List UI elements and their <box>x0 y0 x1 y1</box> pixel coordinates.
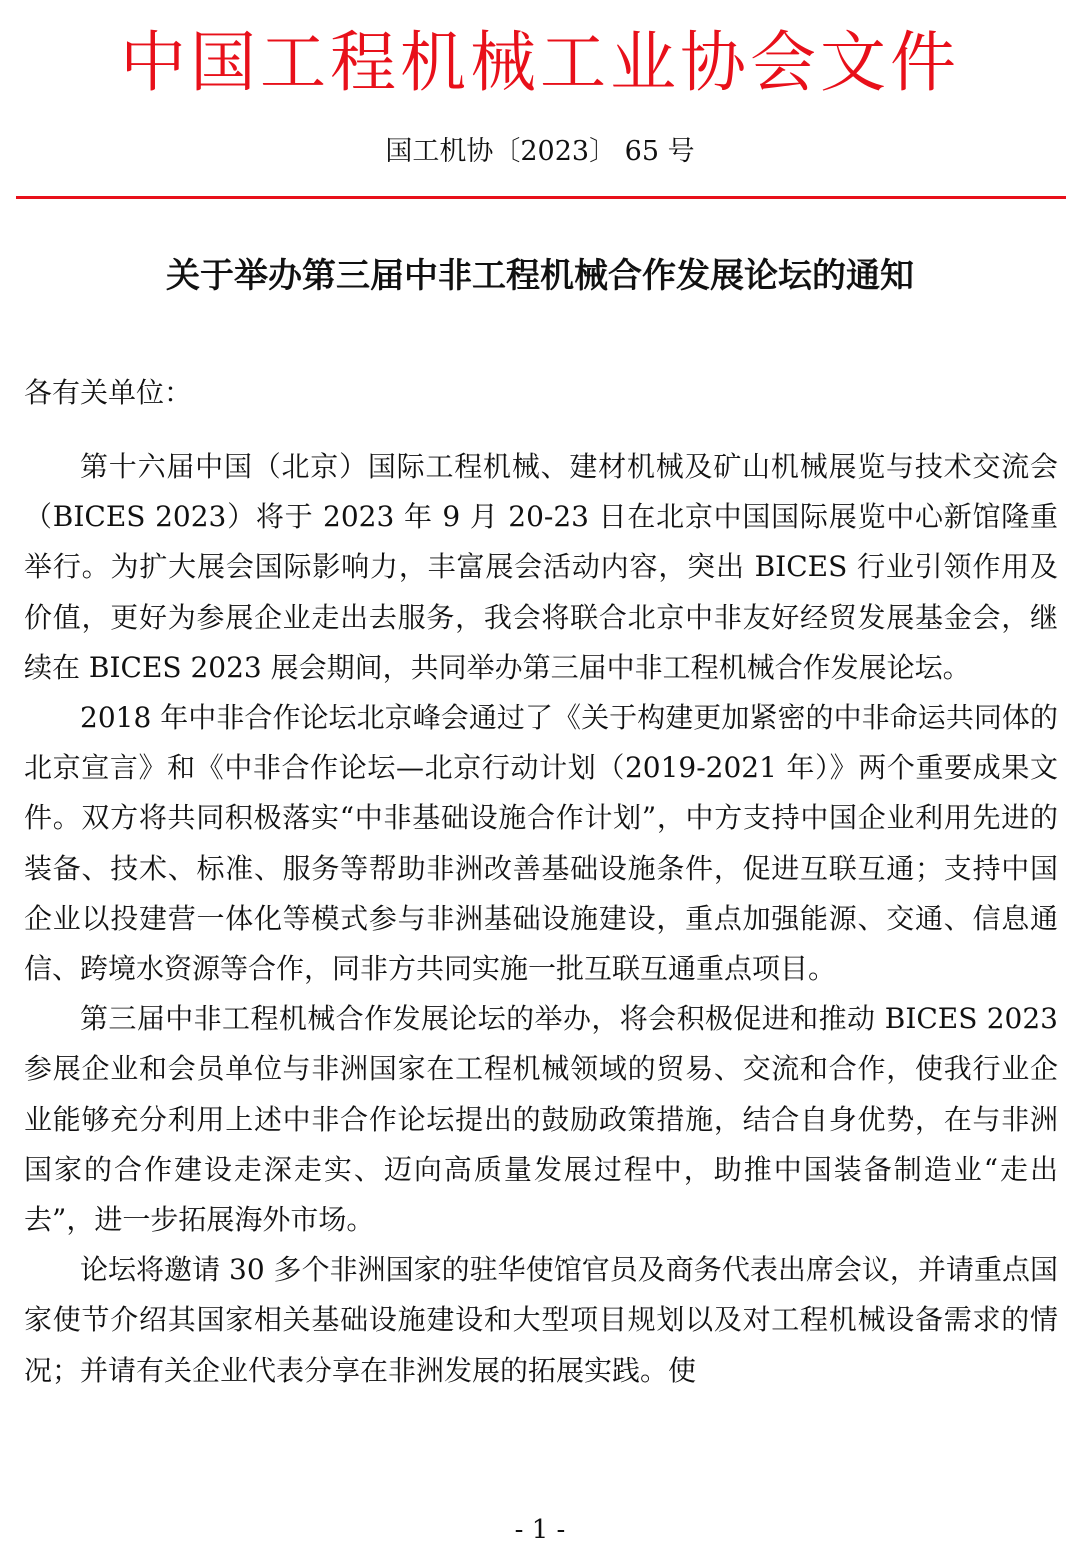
body-paragraph: 2018 年中非合作论坛北京峰会通过了《关于构建更加紧密的中非命运共同体的北京宣言》和《中非合作论坛—北京行动计划（2019-2021 年）》两个重要成果文件。双方将共同积极落实“中非基础设施合作计划”，中方支持中国企业利用先进的装备、技术、标准、服务等帮助非洲改善基础设施条件，促进互联互通；支持中国企业以投建营一体化等模式参与非洲基础设施建设，重点加强能源、交通、信息通信、跨境水资源等合作，同非方共同实施一批互联互通重点项目。 <box>24 701 1058 986</box>
notice-subject: 关于举办第三届中非工程机械合作发展论坛的通知 <box>166 256 914 296</box>
document-number: 国工机协〔2023〕 65 号 <box>385 136 695 167</box>
page-number: - 1 - <box>514 1515 566 1545</box>
body-paragraph: 第十六届中国（北京）国际工程机械、建材机械及矿山机械展览与技术交流会（BICES 2023）将于 2023 年 9 月 20-23 日在北京中国国际展览中心新馆隆重举行。为扩大展会国际影响力，丰富展会活动内容，突出 BICES 行业引领作用及价值，更好为参展企业走出去服务，我会将联合北京中非友好经贸发展基金会，继续在 BICES 2023 展会期间，共同举办第三届中非工程机械合作发展论坛。 <box>24 450 1058 684</box>
body-paragraph: 论坛将邀请 30 多个非洲国家的驻华使馆官员及商务代表出席会议，并请重点国家使节介绍其国家相关基础设施建设和大型项目规划以及对工程机械设备需求的情况；并请有关企业代表分享在非洲发展的拓展实践。使 <box>24 1253 1058 1387</box>
notice-body <box>24 442 1058 1396</box>
salutation: 各有关单位： <box>24 376 193 409</box>
red-divider-line <box>16 196 1066 199</box>
body-paragraph: 第三届中非工程机械合作发展论坛的举办，将会积极促进和推动 BICES 2023 参展企业和会员单位与非洲国家在工程机械领域的贸易、交流和合作，使我行业企业能够充分利用上述中非合作论坛提出的鼓励政策措施，结合自身优势，在与非洲国家的合作建设走深走实、迈向高质量发展过程中，助推中国装备制造业“走出去”，进一步拓展海外市场。 <box>24 1002 1058 1237</box>
org-header-title: 中国工程机械工业协会文件 <box>120 24 960 101</box>
